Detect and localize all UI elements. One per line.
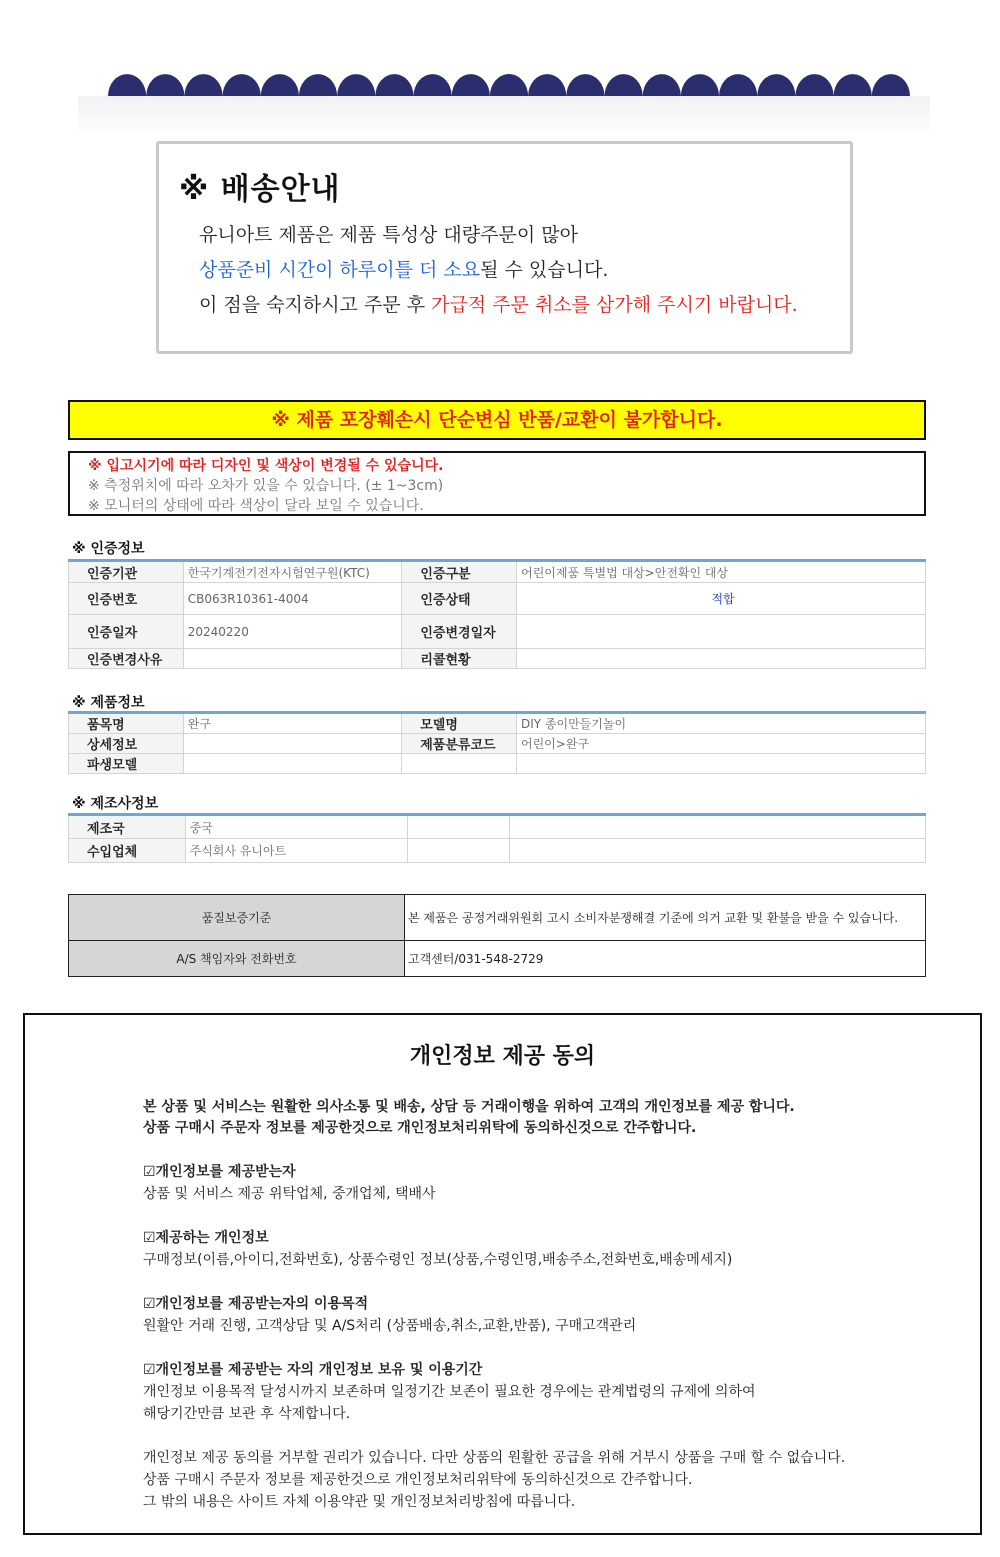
product-section-title: ※ 제품정보 xyxy=(72,695,145,711)
warnings-box xyxy=(68,451,926,516)
table-row xyxy=(69,839,926,863)
table-cell-value xyxy=(517,649,926,669)
table-cell-value xyxy=(407,839,509,863)
shipping-title: ※ 배송안내 xyxy=(179,172,341,207)
privacy-footer: 상품 구매시 주문자 정보를 제공한것으로 개인정보처리위탁에 동의하신것으로 간주합니다. xyxy=(143,1472,693,1488)
shipping-notice-box xyxy=(156,141,853,354)
table-cell-value: 한국기계전기전자시험연구원(KTC) xyxy=(183,561,402,583)
table-cell-label: 상세정보 xyxy=(69,734,184,754)
privacy-section-heading: ☑제공하는 개인정보 xyxy=(143,1230,269,1246)
shipping-line-2-highlight: 상품준비 시간이 하루이틀 더 소요 xyxy=(199,259,481,281)
shipping-line-3 xyxy=(199,290,798,317)
warning-item: ※ 모니터의 상태에 따라 색상이 달라 보일 수 있습니다. xyxy=(88,498,424,514)
privacy-consent-box xyxy=(23,1013,982,1535)
table-row xyxy=(69,754,926,774)
table-row xyxy=(69,941,926,977)
table-cell-label: 인증번호 xyxy=(69,583,184,615)
table-cell-label: 인증변경사유 xyxy=(69,649,184,669)
table-cell-value xyxy=(517,615,926,649)
privacy-footer: 개인정보 제공 동의를 거부할 권리가 있습니다. 다만 상품의 원활한 공급을 위해 거부시 상품을 구매 할 수 없습니다. xyxy=(143,1450,846,1466)
table-cell-value: 20240220 xyxy=(183,615,402,649)
maker-table xyxy=(68,813,926,863)
table-cell-value: 주식회사 유니아트 xyxy=(185,839,407,863)
privacy-section-body: 구매정보(이름,아이디,전화번호), 상품수령인 정보(상품,수령인명,배송주소,전화번호,배송메세지) xyxy=(143,1252,733,1268)
table-row xyxy=(69,583,926,615)
privacy-section-body: 해당기간만큼 보관 후 삭제합니다. xyxy=(143,1406,351,1422)
table-cell-value: 중국 xyxy=(185,815,407,839)
table-cell-value xyxy=(510,839,926,863)
shipping-line-3-prefix: 이 점을 숙지하시고 주문 후 xyxy=(199,294,432,316)
table-cell-value: 어린이제품 특별법 대상>안전확인 대상 xyxy=(517,561,926,583)
table-row xyxy=(69,713,926,734)
table-cell-label: 인증변경일자 xyxy=(402,615,517,649)
table-cell-value xyxy=(183,734,401,754)
header-shadow-band xyxy=(78,96,930,130)
table-cell-value xyxy=(183,649,402,669)
table-cell-label: 품목명 xyxy=(69,713,184,734)
quality-label: 품질보증기준 xyxy=(69,895,405,941)
cert-section-title: ※ 인증정보 xyxy=(72,541,145,557)
privacy-footer: 그 밖의 내용은 사이트 자체 이용약관 및 개인정보처리방침에 따릅니다. xyxy=(143,1494,576,1510)
shipping-line-1: 유니아트 제품은 제품 특성상 대량주문이 많아 xyxy=(199,224,578,246)
table-cell-label: 리콜현황 xyxy=(402,649,517,669)
table-cell-value: CB063R10361-4004 xyxy=(183,583,402,615)
cert-table xyxy=(68,559,926,669)
cert-status-value: 적합 xyxy=(517,583,926,615)
table-cell-value: 완구 xyxy=(183,713,401,734)
table-cell-label: 파생모델 xyxy=(69,754,184,774)
privacy-section-body: 개인정보 이용목적 달성시까지 보존하며 일정기간 보존이 필요한 경우에는 관계법령의 규제에 의하여 xyxy=(143,1384,756,1400)
maker-section-title: ※ 제조사정보 xyxy=(72,796,159,812)
quality-value: 고객센터/031-548-2729 xyxy=(405,941,926,977)
table-cell-label: 제품분류코드 xyxy=(402,734,517,754)
table-row xyxy=(69,561,926,583)
warning-item: ※ 입고시기에 따라 디자인 및 색상이 변경될 수 있습니다. xyxy=(88,458,444,474)
table-cell-label: 인증상태 xyxy=(402,583,517,615)
privacy-section-body: 원활안 거래 진행, 고객상담 및 A/S처리 (상품배송,취소,교환,반품), 구매고객관리 xyxy=(143,1318,637,1334)
warning-item: ※ 측정위치에 따라 오차가 있을 수 있습니다. (± 1~3cm) xyxy=(88,478,444,494)
shipping-line-2-rest: 될 수 있습니다. xyxy=(480,259,609,281)
privacy-intro: 본 상품 및 서비스는 원활한 의사소통 및 배송, 상담 등 거래이행을 위하여 고객의 개인정보를 제공 합니다. xyxy=(143,1099,795,1115)
table-cell-value xyxy=(183,754,401,774)
table-cell-label: 인증기관 xyxy=(69,561,184,583)
quality-value: 본 제품은 공정거래위원회 고시 소비자분쟁해결 기준에 의거 교환 및 환불을 받을 수 있습니다. xyxy=(405,895,926,941)
shipping-line-2 xyxy=(199,255,608,282)
quality-label: A/S 책임자와 전화번호 xyxy=(69,941,405,977)
privacy-section-heading: ☑개인정보를 제공받는자의 이용목적 xyxy=(143,1296,369,1312)
table-row xyxy=(69,815,926,839)
table-cell-value xyxy=(516,754,925,774)
table-cell-value xyxy=(510,815,926,839)
product-table xyxy=(68,711,926,774)
table-cell-label: 인증구분 xyxy=(402,561,517,583)
table-cell-value xyxy=(407,815,509,839)
privacy-title: 개인정보 제공 동의 xyxy=(409,1044,596,1069)
table-cell-value xyxy=(402,754,517,774)
table-row xyxy=(69,734,926,754)
scallop-border xyxy=(108,74,910,96)
table-cell-label: 모델명 xyxy=(402,713,517,734)
privacy-section-heading: ☑개인정보를 제공받는자 xyxy=(143,1164,296,1180)
privacy-section-heading: ☑개인정보를 제공받는 자의 개인정보 보유 및 이용기간 xyxy=(143,1362,483,1378)
table-row xyxy=(69,649,926,669)
shipping-line-3-highlight: 가급적 주문 취소를 삼가해 주시기 바랍니다. xyxy=(431,294,798,316)
table-cell-label: 제조국 xyxy=(69,815,186,839)
table-cell-value: 어린이>완구 xyxy=(516,734,925,754)
table-cell-label: 인증일자 xyxy=(69,615,184,649)
table-cell-value: DIY 종이만들기놀이 xyxy=(516,713,925,734)
privacy-section-body: 상품 및 서비스 제공 위탁업체, 중개업체, 택배사 xyxy=(143,1186,436,1202)
quality-table xyxy=(68,894,926,977)
return-notice-banner: ※ 제품 포장훼손시 단순변심 반품/교환이 불가합니다. xyxy=(68,400,926,440)
table-cell-label: 수입업체 xyxy=(69,839,186,863)
privacy-intro: 상품 구매시 주문자 정보를 제공한것으로 개인정보처리위탁에 동의하신것으로 간주합니다. xyxy=(143,1120,697,1136)
table-row xyxy=(69,615,926,649)
table-row xyxy=(69,895,926,941)
